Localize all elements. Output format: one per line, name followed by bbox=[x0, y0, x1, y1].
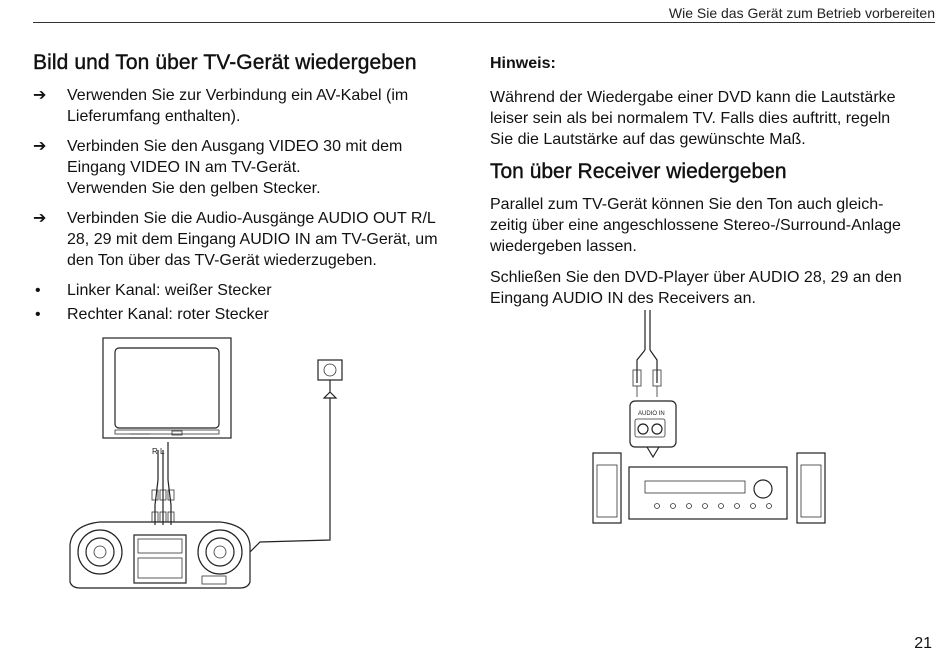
receiver-icon bbox=[629, 467, 787, 519]
section-heading-receiver: Ton über Receiver wiedergeben bbox=[490, 160, 787, 183]
audio-cable bbox=[633, 310, 661, 397]
page-header bbox=[33, 0, 935, 23]
receiver-connection-illustration bbox=[585, 305, 845, 535]
right-arrow-icon: ➔ bbox=[33, 138, 47, 155]
audio-in-jack-panel bbox=[630, 401, 676, 457]
speaker-icon bbox=[593, 453, 621, 523]
right-arrow-icon: ➔ bbox=[33, 87, 47, 104]
power-plug-icon bbox=[250, 360, 342, 552]
rl-label: R L bbox=[152, 447, 165, 456]
tv-icon bbox=[103, 338, 231, 438]
audio-in-label: AUDIO IN bbox=[638, 411, 665, 417]
bullet-item: • Rechter Kanal: roter Stecker bbox=[35, 306, 269, 323]
speaker-icon bbox=[797, 453, 825, 523]
tv-connection-illustration bbox=[60, 330, 360, 600]
list-item: ➔ Verbinden Sie den Ausgang VIDEO 30 mit dem Eingang VIDEO IN am TV-Gerät. Verwenden Sie den gelben Stecker. bbox=[33, 138, 403, 197]
receiver-paragraph-2: Schließen Sie den DVD-Player über AUDIO 28, 29 an den Eingang AUDIO IN des Receivers an. bbox=[490, 269, 902, 307]
bullet-icon: • bbox=[35, 282, 41, 299]
bullet-icon: • bbox=[35, 306, 41, 323]
list-item: ➔ Verwenden Sie zur Verbindung ein AV-Kabel (im Lieferumfang enthalten). bbox=[33, 87, 409, 125]
section-heading-tv: Bild und Ton über TV-Gerät wiedergeben bbox=[33, 51, 417, 74]
page-number: 21 bbox=[914, 635, 932, 652]
list-item: ➔ Verbinden Sie die Audio-Ausgänge AUDIO OUT R/L 28, 29 mit dem Eingang AUDIO IN am TV-Gerät, um den Ton über das TV-Gerät wiederzugeben. bbox=[33, 210, 438, 269]
header-title: Wie Sie das Gerät zum Betrieb vorbereiten bbox=[668, 5, 935, 21]
hint-label: Hinweis: bbox=[490, 55, 556, 72]
left-column bbox=[33, 51, 473, 328]
bullet-item: • Linker Kanal: weißer Stecker bbox=[35, 282, 272, 299]
right-column bbox=[490, 55, 940, 319]
dvd-player-icon bbox=[70, 522, 250, 588]
hint-text: Während der Wiedergabe einer DVD kann die Lautstärke leiser sein als bei normalem TV. Falls dies auftritt, regeln Sie die Lautstärke auf das gewünschte Maß. bbox=[490, 89, 896, 148]
right-arrow-icon: ➔ bbox=[33, 210, 47, 227]
receiver-paragraph-1: Parallel zum TV-Gerät können Sie den Ton auch gleich- zeitig über eine angeschlossene Stereo-/Surround-Anlage wiedergeben lassen. bbox=[490, 196, 901, 255]
